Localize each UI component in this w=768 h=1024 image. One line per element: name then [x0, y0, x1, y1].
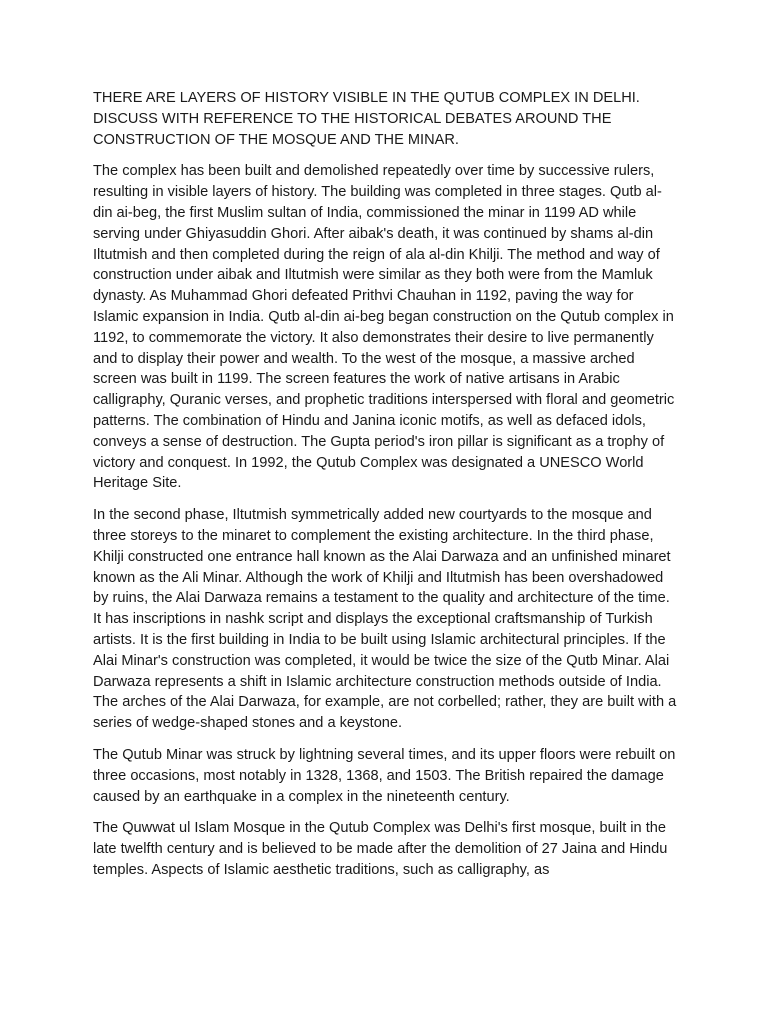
paragraph-lightning-repairs: The Qutub Minar was struck by lightning several times, and its upper floors were rebuilt on three occasions, most notably in 1328, 1368, and 1503. The British repaired the damage caused by an earthquake in a complex in the nineteenth century. — [93, 746, 676, 805]
paragraph-complex-history: The complex has been built and demolished repeatedly over time by successive rulers, resulting in visible layers of history. The building was completed in three stages. Qutb al-din ai-beg, the first Muslim sultan of India, commissioned the minar in 1199 AD while serving under Ghiyasuddin Ghori. After aibak's death, it was continued by shams al-din Iltutmish and then completed during the reign of ala al-din Khilji. The method and way of construction under aibak and Iltutmish were similar as they both were from the Mamluk dynasty. As Muhammad Ghori defeated Prithvi Chauhan in 1192, paving the way for Islamic expansion in India. Qutb al-din ai-beg began construction on the Qutub complex in 1192, to commemorate the victory. It also demonstrates their desire to live permanently and to display their power and wealth. To the west of the mosque, a massive arched screen was built in 1199. The screen features the work of native artisans in Arabic calligraphy, Quranic verses, and prophetic traditions interspersed with floral and geometric patterns. The combination of Hindu and Janina iconic motifs, as well as defaced idols, conveys a sense of destruction. The Gupta period's iron pillar is significant as a trophy of victory and conquest. In 1992, the Qutub Complex was designated a UNESCO World Heritage Site. — [93, 163, 675, 492]
paragraph-second-phase: In the second phase, Iltutmish symmetrically added new courtyards to the mosque and three storeys to the minaret to complement the existing architecture. In the third phase, Khilji constructed one entrance hall known as the Alai Darwaza and an unfinished minaret known as the Ali Minar. Although the work of Khilji and Iltutmish has been overshadowed by ruins, the Alai Darwaza remains a testament to the quality and architecture of the time. It has inscriptions in nashk script and displays the exceptional craftsmanship of Turkish artists. It is the first building in India to be built using Islamic architectural principles. If the Alai Minar's construction was completed, it would be twice the size of the Qutb Minar. Alai Darwaza represents a shift in Islamic architecture construction methods outside of India. The arches of the Alai Darwaza, for example, are not corbelled; rather, they are built with a series of wedge-shaped stones and a keystone. — [93, 507, 677, 732]
document-body — [93, 88, 677, 892]
paragraph-quwwat-ul-islam: The Quwwat ul Islam Mosque in the Qutub Complex was Delhi's first mosque, built in the late twelfth century and is believed to be made after the demolition of 27 Jaina and Hindu temples. Aspects of Islamic aesthetic traditions, such as calligraphy, as — [93, 820, 668, 878]
question-heading: THERE ARE LAYERS OF HISTORY VISIBLE IN THE QUTUB COMPLEX IN DELHI. DISCUSS WITH REFERENCE TO THE HISTORICAL DEBATES AROUND THE CONSTRUCTION OF THE MOSQUE AND THE MINAR. — [93, 90, 640, 148]
